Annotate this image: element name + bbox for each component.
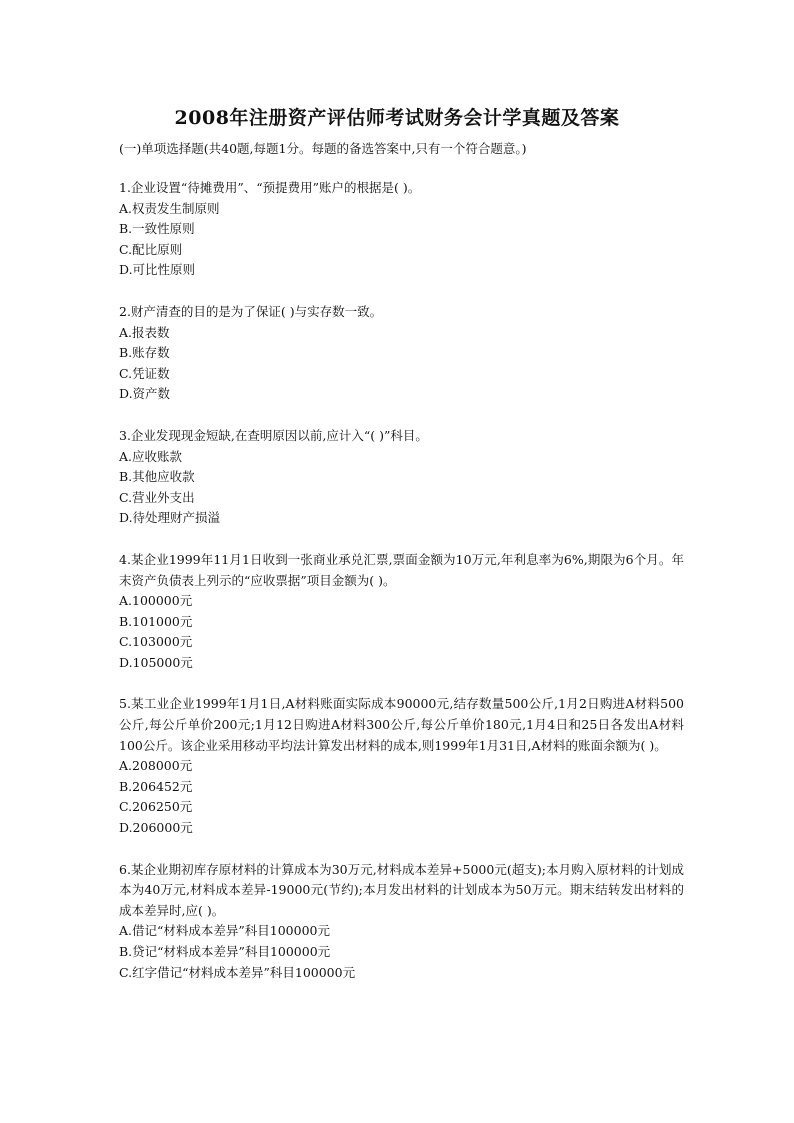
question-stem: 3.企业发现现金短缺,在查明原因以前,应计入“( )”科目。 [119, 427, 428, 443]
answer-option-d: D.可比性原则 [119, 262, 196, 278]
answer-option-d: D.资产数 [119, 386, 171, 402]
question-3 [119, 426, 684, 529]
question-stem: 2.财产清查的目的是为了保证( )与实存数一致。 [119, 303, 383, 319]
answer-option-d: D.206000元 [119, 820, 193, 836]
answer-option-a: A.应收账款 [119, 448, 183, 464]
question-2 [119, 302, 684, 405]
question-list [119, 178, 684, 1004]
section-heading: (一)单项选择题(共40题,每题1分。每题的备选答案中,只有一个符合题意。) [119, 141, 527, 156]
answer-option-b: B.贷记“材料成本差异”科目100000元 [119, 944, 331, 959]
answer-option-a: A.权责发生制原则 [119, 200, 220, 216]
answer-option-c: C.103000元 [119, 634, 193, 650]
question-stem: 4.某企业1999年11月1日收到一张商业承兑汇票,票面金额为10万元,年利息率为6%,期限为6个月。年末资产负债表上列示的“应收票据”项目金额为( )。 [119, 551, 684, 588]
question-5 [119, 694, 684, 838]
question-1 [119, 178, 684, 281]
question-stem: 5.某工业企业1999年1月1日,A材料账面实际成本90000元,结存数量500公斤,1月2日购进A材料500公斤,每公斤单价200元;1月12日购进A材料300公斤,每公斤单价180元,1月4日和25日各发出A材料100公斤。该企业采用移动平均法计算发出材料的成本,则1999年1月31日,A材料的账面余额为( )。 [119, 696, 684, 753]
answer-option-c: C.营业外支出 [119, 489, 195, 505]
answer-option-c: C.206250元 [119, 799, 193, 815]
answer-option-a: A.208000元 [119, 758, 193, 774]
question-4 [119, 550, 684, 674]
answer-option-a: A.报表数 [119, 324, 170, 340]
question-6 [119, 860, 684, 984]
answer-option-c: C.红字借记“材料成本差异”科目100000元 [119, 964, 356, 980]
answer-option-a: A.借记“材料成本差异”科目100000元 [119, 923, 330, 939]
answer-option-b: B.一致性原则 [119, 221, 195, 237]
answer-option-b: B.101000元 [119, 613, 193, 629]
answer-option-c: C.凭证数 [119, 365, 170, 381]
question-stem: 6.某企业期初库存原材料的计算成本为30万元,材料成本差异+5000元(超支);本月购入原材料的计划成本为40万元,材料成本差异-19000元(节约);本月发出材料的计划成本为50万元。期末结转发出材料的成本差异时,应( )。 [119, 861, 684, 918]
answer-option-b: B.其他应收款 [119, 469, 195, 485]
answer-option-d: D.待处理财产损溢 [119, 510, 221, 526]
answer-option-b: B.账存数 [119, 345, 170, 361]
question-stem: 1.企业设置“待摊费用”、“预提费用”账户的根据是( )。 [119, 180, 421, 195]
answer-option-c: C.配比原则 [119, 241, 183, 257]
answer-option-a: A.100000元 [119, 593, 193, 609]
answer-option-b: B.206452元 [119, 778, 193, 794]
answer-option-d: D.105000元 [119, 654, 193, 670]
document-title: 2008年注册资产评估师考试财务会计学真题及答案 [174, 107, 620, 129]
